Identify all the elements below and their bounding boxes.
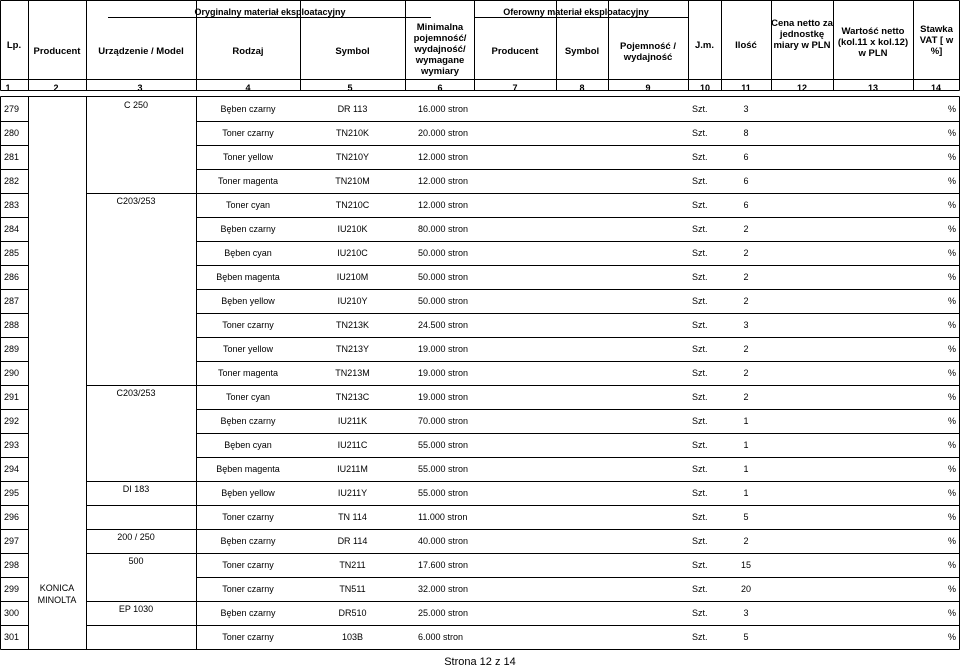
row-vat: %	[948, 536, 957, 546]
row-number: 279	[4, 104, 20, 114]
column-number: 5	[347, 83, 353, 93]
row-symbol: TN210C	[335, 200, 370, 210]
col-header-producer: Producent	[33, 46, 81, 57]
row-unit: Szt.	[692, 560, 708, 570]
row-unit: Szt.	[692, 272, 708, 282]
row-vat: %	[948, 416, 957, 426]
row-capacity: 32.000 stron	[418, 584, 469, 594]
row-capacity: 19.000 stron	[418, 344, 469, 354]
row-symbol: DR 114	[337, 536, 368, 546]
row-type: Bęben magenta	[216, 464, 280, 474]
row-number: 298	[4, 560, 20, 570]
row-number: 296	[4, 512, 20, 522]
row-unit: Szt.	[692, 368, 708, 378]
col-header-net-value: Wartość netto (kol.11 x kol.12) w PLN	[837, 26, 909, 59]
row-type: Bęben cyan	[224, 248, 272, 258]
row-number: 286	[4, 272, 20, 282]
row-type: Toner czarny	[222, 560, 274, 570]
row-type: Bęben czarny	[220, 416, 276, 426]
row-type: Toner czarny	[222, 128, 274, 138]
row-vat: %	[948, 224, 957, 234]
row-vat: %	[948, 176, 957, 186]
col-header-vat: Stawka VAT [ w %]	[919, 24, 954, 57]
row-unit: Szt.	[692, 392, 708, 402]
row-type: Bęben czarny	[220, 224, 276, 234]
row-capacity: 19.000 stron	[418, 392, 469, 402]
column-number: 6	[437, 83, 443, 93]
row-number: 301	[4, 632, 20, 642]
row-unit: Szt.	[692, 584, 708, 594]
row-vat: %	[948, 368, 957, 378]
row-number: 281	[4, 152, 20, 162]
row-type: Bęben cyan	[224, 440, 272, 450]
row-type: Bęben magenta	[216, 272, 280, 282]
row-capacity: 25.000 stron	[418, 608, 469, 618]
device-model: DI 183	[122, 484, 150, 494]
column-number: 11	[741, 83, 751, 93]
row-number: 297	[4, 536, 20, 546]
row-type: Toner yellow	[222, 152, 274, 162]
row-symbol: IU211C	[337, 440, 368, 450]
row-quantity: 8	[743, 128, 749, 138]
row-type: Toner magenta	[217, 176, 279, 186]
row-number: 300	[4, 608, 20, 618]
col-header-type: Rodzaj	[232, 46, 264, 57]
row-type: Bęben yellow	[221, 296, 275, 306]
column-number: 8	[579, 83, 585, 93]
column-number: 4	[245, 83, 251, 93]
row-unit: Szt.	[692, 248, 708, 258]
col-header-quantity: Ilość	[735, 40, 757, 51]
row-type: Bęben czarny	[220, 536, 276, 546]
row-vat: %	[948, 344, 957, 354]
col-header-offered-producer: Producent	[491, 46, 539, 57]
row-unit: Szt.	[692, 128, 708, 138]
row-symbol: IU210K	[337, 224, 368, 234]
row-quantity: 6	[743, 152, 749, 162]
row-capacity: 12.000 stron	[418, 176, 469, 186]
row-number: 283	[4, 200, 20, 210]
row-type: Toner cyan	[225, 392, 271, 402]
row-quantity: 2	[743, 272, 749, 282]
row-type: Toner czarny	[222, 584, 274, 594]
row-unit: Szt.	[692, 152, 708, 162]
row-quantity: 1	[743, 488, 749, 498]
row-unit: Szt.	[692, 512, 708, 522]
row-symbol: TN210K	[335, 128, 370, 138]
column-number: 7	[512, 83, 518, 93]
row-type: Toner yellow	[222, 344, 274, 354]
col-header-unit-price: Cena netto za jednostkę miary w PLN	[771, 18, 833, 51]
row-vat: %	[948, 104, 957, 114]
column-number: 10	[699, 83, 710, 93]
col-header-min-capacity: Minimalna pojemność/ wydajność/ wymagane wymiary	[413, 22, 467, 77]
row-unit: Szt.	[692, 104, 708, 114]
row-type: Toner czarny	[222, 632, 274, 642]
row-quantity: 2	[743, 392, 749, 402]
row-capacity: 6.000 stron	[418, 632, 464, 642]
row-capacity: 20.000 stron	[418, 128, 469, 138]
device-model: C203/253	[116, 388, 156, 398]
row-symbol: TN210Y	[335, 152, 370, 162]
column-number: 1	[5, 83, 11, 93]
row-symbol: TN213Y	[335, 344, 370, 354]
device-model: 500	[128, 556, 144, 566]
row-type: Bęben czarny	[220, 104, 276, 114]
row-unit: Szt.	[692, 176, 708, 186]
col-header-device: Urządzenie / Model	[98, 46, 184, 57]
row-symbol: IU211M	[337, 464, 368, 474]
column-number: 14	[930, 83, 941, 93]
col-header-offered-symbol: Symbol	[564, 46, 600, 57]
row-vat: %	[948, 272, 957, 282]
row-unit: Szt.	[692, 536, 708, 546]
row-symbol: IU210Y	[337, 296, 368, 306]
row-capacity: 16.000 stron	[418, 104, 469, 114]
row-capacity: 19.000 stron	[418, 368, 469, 378]
row-vat: %	[948, 296, 957, 306]
row-quantity: 1	[743, 464, 749, 474]
row-capacity: 55.000 stron	[418, 488, 469, 498]
row-number: 290	[4, 368, 20, 378]
row-capacity: 12.000 stron	[418, 200, 469, 210]
row-vat: %	[948, 488, 957, 498]
row-vat: %	[948, 632, 957, 642]
row-symbol: IU210M	[336, 272, 369, 282]
row-symbol: DR 113	[337, 104, 368, 114]
row-quantity: 15	[740, 560, 751, 570]
row-unit: Szt.	[692, 464, 708, 474]
device-model: C 250	[123, 100, 149, 110]
row-number: 295	[4, 488, 20, 498]
header-group-original: Oryginalny materiał eksploatacyjny	[194, 7, 346, 17]
column-number: 9	[645, 83, 651, 93]
row-symbol: IU210C	[337, 248, 368, 258]
row-vat: %	[948, 152, 957, 162]
row-type: Toner czarny	[222, 320, 274, 330]
row-symbol: DR510	[338, 608, 367, 618]
row-capacity: 50.000 stron	[418, 272, 469, 282]
row-quantity: 3	[743, 104, 749, 114]
row-vat: %	[948, 200, 957, 210]
row-capacity: 50.000 stron	[418, 296, 469, 306]
row-quantity: 2	[743, 248, 749, 258]
row-capacity: 40.000 stron	[418, 536, 469, 546]
row-unit: Szt.	[692, 488, 708, 498]
row-vat: %	[948, 464, 957, 474]
row-number: 282	[4, 176, 20, 186]
row-capacity: 80.000 stron	[418, 224, 469, 234]
row-quantity: 2	[743, 224, 749, 234]
row-unit: Szt.	[692, 608, 708, 618]
row-symbol: TN213M	[335, 368, 370, 378]
row-symbol: TN210M	[335, 176, 370, 186]
row-quantity: 2	[743, 368, 749, 378]
producer-name: KONICA MINOLTA	[37, 583, 77, 605]
row-symbol: TN213C	[335, 392, 370, 402]
row-vat: %	[948, 248, 957, 258]
column-number: 2	[53, 83, 59, 93]
row-quantity: 1	[743, 440, 749, 450]
row-capacity: 17.600 stron	[418, 560, 469, 570]
row-quantity: 2	[743, 536, 749, 546]
row-number: 291	[4, 392, 20, 402]
row-number: 287	[4, 296, 20, 306]
row-number: 284	[4, 224, 20, 234]
col-header-lp: Lp.	[6, 40, 22, 51]
row-capacity: 70.000 stron	[418, 416, 469, 426]
row-capacity: 11.000 stron	[418, 512, 468, 522]
row-quantity: 2	[743, 296, 749, 306]
page-footer: Strona 12 z 14	[444, 656, 516, 668]
row-type: Toner cyan	[225, 200, 271, 210]
row-number: 293	[4, 440, 20, 450]
row-symbol: TN511	[339, 584, 366, 594]
row-quantity: 2	[743, 344, 749, 354]
device-model: EP 1030	[118, 604, 154, 614]
row-quantity: 3	[743, 608, 749, 618]
row-number: 280	[4, 128, 20, 138]
header-group-offered: Oferowny materiał eksploatacyjny	[503, 7, 649, 17]
row-number: 292	[4, 416, 20, 426]
row-number: 294	[4, 464, 20, 474]
column-number: 3	[137, 83, 143, 93]
col-header-unit: J.m.	[694, 40, 714, 51]
row-type: Toner czarny	[222, 512, 274, 522]
row-vat: %	[948, 584, 957, 594]
row-vat: %	[948, 128, 957, 138]
row-quantity: 5	[743, 512, 749, 522]
row-quantity: 1	[743, 416, 749, 426]
row-vat: %	[948, 440, 957, 450]
row-symbol: IU211Y	[337, 488, 368, 498]
row-unit: Szt.	[692, 632, 708, 642]
col-header-offered-capacity: Pojemność / wydajność	[620, 41, 676, 63]
row-unit: Szt.	[692, 440, 708, 450]
row-unit: Szt.	[692, 296, 708, 306]
col-header-symbol: Symbol	[335, 46, 370, 57]
row-vat: %	[948, 392, 957, 402]
row-symbol: TN 114	[338, 512, 367, 522]
row-symbol: 103B	[341, 632, 364, 642]
column-number: 12	[796, 83, 807, 93]
row-vat: %	[948, 560, 957, 570]
row-number: 289	[4, 344, 20, 354]
row-capacity: 55.000 stron	[418, 440, 469, 450]
row-capacity: 24.500 stron	[418, 320, 469, 330]
row-unit: Szt.	[692, 200, 708, 210]
row-quantity: 20	[740, 584, 751, 594]
row-type: Toner magenta	[217, 368, 279, 378]
row-symbol: TN211	[339, 560, 366, 570]
row-vat: %	[948, 320, 957, 330]
row-number: 299	[4, 584, 20, 594]
row-unit: Szt.	[692, 416, 708, 426]
row-number: 285	[4, 248, 20, 258]
device-model: 200 / 250	[117, 532, 155, 542]
row-quantity: 6	[743, 200, 749, 210]
row-quantity: 5	[743, 632, 749, 642]
row-type: Bęben yellow	[221, 488, 275, 498]
row-vat: %	[948, 608, 957, 618]
row-capacity: 50.000 stron	[418, 248, 469, 258]
row-capacity: 55.000 stron	[418, 464, 469, 474]
row-number: 288	[4, 320, 20, 330]
row-symbol: TN213K	[335, 320, 370, 330]
row-quantity: 3	[743, 320, 749, 330]
row-type: Bęben czarny	[220, 608, 276, 618]
row-vat: %	[948, 512, 957, 522]
row-unit: Szt.	[692, 320, 708, 330]
row-quantity: 6	[743, 176, 749, 186]
device-model: C203/253	[116, 196, 156, 206]
row-capacity: 12.000 stron	[418, 152, 469, 162]
row-symbol: IU211K	[337, 416, 368, 426]
row-unit: Szt.	[692, 344, 708, 354]
column-number: 13	[867, 83, 878, 93]
row-unit: Szt.	[692, 224, 708, 234]
